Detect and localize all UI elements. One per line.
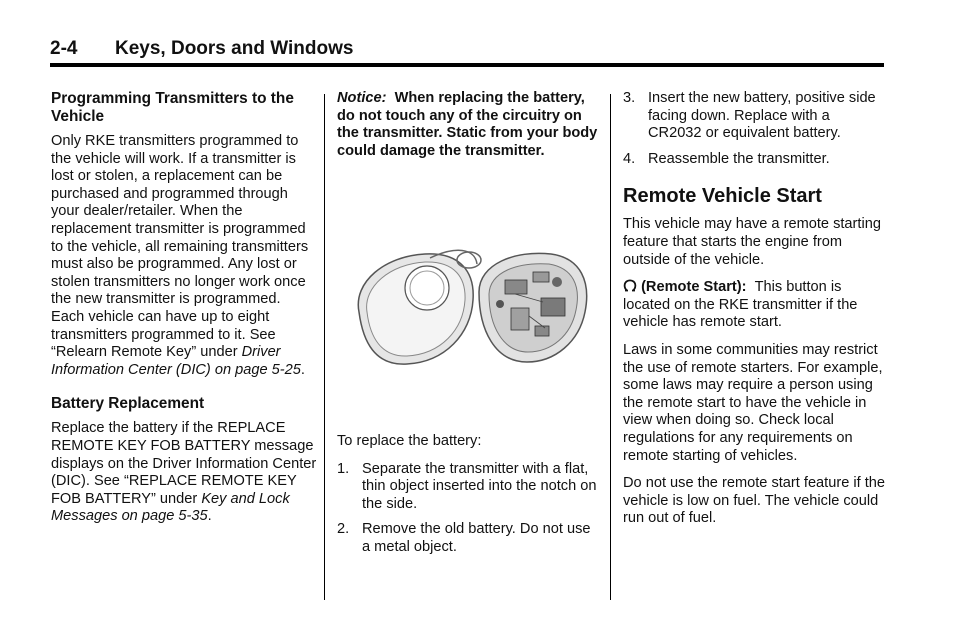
- list-item: 1. Separate the transmitter with a flat, thin object inserted into the notch on the side.: [337, 460, 597, 512]
- list-item: 2. Remove the old battery. Do not use a metal object.: [337, 521, 591, 555]
- remote-start-intro: This vehicle may have a remote starting feature that starts the engine from outside of the vehicle.: [623, 216, 881, 268]
- laws-paragraph: Laws in some communities may restrict the use of remote starters. For example, some laws may require a person using the remote start to have the vehicle in view when doing so. Check local regulations for any requirements on remote starting of vehicles.: [623, 341, 883, 464]
- remote-start-label: (Remote Start):: [641, 279, 747, 296]
- replace-intro: To replace the battery:: [337, 432, 482, 449]
- list-item: 3. Insert the new battery, positive side facing down. Replace with a CR2032 or equivalent battery.: [623, 90, 876, 142]
- page-number: 2-4: [50, 38, 78, 59]
- battery-steps-list: [337, 461, 599, 557]
- notice-text: When replacing the battery, do not touch any of the circuitry on the transmitter. Static from your body could damage the transmitter.: [337, 90, 598, 159]
- notice-label: Notice:: [337, 90, 387, 106]
- remote-start-button-description: (Remote Start): This button is located on the RKE transmitter if the vehicle has remote start.: [623, 279, 858, 331]
- heading-battery-replacement: Battery Replacement: [51, 395, 205, 413]
- column-middle: [337, 90, 599, 565]
- column-divider: [324, 94, 325, 600]
- cross-reference-link[interactable]: Key and Lock Messages on page 5-35: [51, 490, 290, 525]
- heading-programming-transmitters: Programming Transmitters to the Vehicle: [51, 90, 294, 125]
- column-right: [623, 90, 887, 538]
- programming-paragraph: Only RKE transmitters programmed to the vehicle will work. If a transmitter is lost or stolen, a replacement can be purchased and programmed through your dealer/retailer. When the replacement transmitter is programmed to the vehicle, all remaining transmitters must also be programmed. Any lost or stolen transmitters no longer work once the new transmitter is programmed. Each vehicle can have up to eight transmitters programmed to it. See “Relearn Remote Key” under Driver Information Center (DIC) on page 5-25.: [51, 133, 309, 378]
- header-rule: [50, 63, 884, 67]
- transmitter-illustration: [345, 242, 591, 372]
- remote-start-icon: [623, 279, 637, 293]
- section-title: Keys, Doors and Windows: [115, 38, 354, 59]
- cross-reference-link[interactable]: Driver Information Center (DIC) on page 5-25: [51, 344, 301, 378]
- battery-paragraph: Replace the battery if the REPLACE REMOTE KEY FOB BATTERY message displays on the Driver Information Center (DIC). See “REPLACE REMOTE KEY FOB BATTERY” under Key and Lock Messages on page 5-35.: [51, 420, 317, 525]
- heading-remote-vehicle-start: Remote Vehicle Start: [623, 185, 822, 208]
- battery-steps-continued: [623, 90, 887, 168]
- column-left: [51, 90, 317, 536]
- page-header: [50, 38, 884, 66]
- low-fuel-paragraph: Do not use the remote start feature if the vehicle is low on fuel. The vehicle could run out of fuel.: [623, 475, 886, 527]
- list-item: 4. Reassemble the transmitter.: [623, 150, 830, 167]
- notice: [337, 90, 599, 160]
- column-divider: [610, 94, 611, 600]
